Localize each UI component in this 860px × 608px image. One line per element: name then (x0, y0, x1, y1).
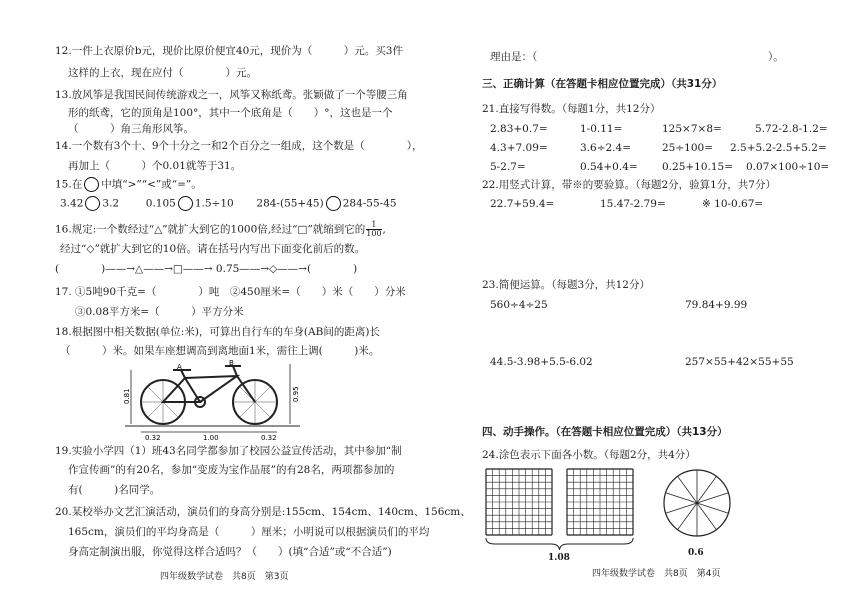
q15-line1: 15.在 中填“>”“<”或“=”。 (55, 178, 202, 191)
circle-ten-parts[interactable] (662, 468, 732, 538)
q21-r3c1: 5-2.7= (490, 161, 526, 173)
grid-brace (485, 536, 634, 552)
q21-r1c2: 1-0.11= (580, 123, 623, 135)
q17-line1: 17. ①5吨90千克=（ ）吨 ②450厘米=（ ）米（ ）分米 (55, 286, 406, 298)
q23-title: 23.简便运算。（每题3分，共12分） (482, 279, 650, 291)
q22-a: 22.7+59.4= (490, 198, 555, 210)
q21-title: 21.直接写得数。（每题1分，共12分） (482, 103, 661, 115)
compare-circle-icon (84, 177, 99, 192)
q24-title: 24.涂色表示下面各小数。（每题2分，共4分） (482, 449, 696, 461)
reason-line: 理由是：（ (490, 51, 538, 63)
width-mid-label: 1.00 (203, 434, 219, 442)
q21-r2c1: 4.3+7.09= (490, 142, 548, 154)
q23-d: 257×55+42×55+55 (685, 356, 794, 368)
bicycle-figure (125, 360, 300, 440)
circle-divider (678, 503, 697, 530)
section-4-heading: 四、动手操作。（在答题卡相应位置完成）（共13分） (482, 426, 728, 438)
q22-title: 22.用竖式计算，带※的要验算。（每题2分，验算1分，共7分） (482, 179, 776, 191)
q21-r2c3: 25÷100= (662, 142, 713, 154)
q12-line2: 这样的上衣，现在应付（ ）元。 (68, 67, 257, 79)
q22-b: 15.47-2.79= (600, 198, 666, 210)
q20-line2: 165cm，演员们的平均身高是（ ）厘米；小明说可以根据演员们的平均 (68, 526, 430, 538)
q21-r2c4: 2.5+5.2-2.5+5.2= (730, 142, 827, 154)
q13-line2: 形的纸鸢，它的顶角是100°，其中一个底角是（ ）°，这也是一个 (68, 107, 393, 119)
q21-r3c2: 0.54+0.4= (580, 161, 638, 173)
q13-line3: （ ）角三角形风筝。 (68, 123, 194, 135)
q21-r2c2: 3.6÷2.4= (580, 142, 631, 154)
circle-divider (666, 493, 697, 503)
q15-items: 3.42 3.2 0.105 1.5÷10 284-(55+45) 284-55-45 (60, 197, 397, 210)
q23-c: 44.5-3.98+5.5-6.02 (490, 356, 593, 368)
q21-r1c3: 125×7×8= (662, 123, 722, 135)
q12-line1: 12.一件上衣原价b元，现价比原价便宜40元，现价为（ ）元。买3件 (55, 45, 403, 57)
q17-line2: ③0.08平方米=（ ）平方分米 (75, 306, 244, 318)
page-footer-4: 四年级数学试卷 共8页 第4页 (592, 569, 721, 579)
hundred-grid-1[interactable] (485, 468, 553, 536)
q20-line1: 20.某校举办文艺汇演活动，演员们的身高分别是:155cm、154cm、140cm、156cm、 (55, 506, 471, 518)
q21-r3c3: 0.25+10.15= (662, 161, 734, 173)
compare-circle-icon[interactable] (326, 196, 341, 211)
q20-line3: 身高定制演出服，你觉得这样合适吗？（ ）(填“合适”或“不合适”) (68, 546, 392, 558)
reason-line-end: ）。 (768, 51, 784, 63)
width-right-label: 0.32 (261, 434, 277, 442)
q21-r1c1: 2.83+0.7= (490, 123, 548, 135)
circle-divider (697, 503, 728, 513)
circle-divider (697, 493, 728, 503)
hundred-grid-2[interactable] (566, 468, 634, 536)
q18-line2: （ ）米。如果车座想调高到离地面1米，需往上调( )米。 (60, 345, 380, 357)
q16-chain: ( )——→△——→□——→ 0.75——→◇——→( ) (55, 263, 358, 275)
circle-divider (697, 503, 716, 530)
q21-r3c4: 0.07×100÷10= (746, 161, 830, 173)
q21-r1c4: 5.72-2.8-1.2= (755, 123, 828, 135)
q16-line1: 16.规定:一个数经过“△”就扩大到它的1000倍,经过“□”就缩到它的 $\frac{1}{100}$ , (55, 220, 386, 238)
circle-divider (697, 476, 716, 503)
page-footer-3: 四年级数学试卷 共8页 第3页 (160, 572, 289, 582)
circle-divider (678, 476, 697, 503)
q13-line1: 13.放风筝是我国民间传统游戏之一，风筝又称纸鸢。张颖做了一个等腰三角 (55, 89, 408, 101)
q18-line1: 18.根据图中相关数据(单位:米)，可算出自行车的车身(AB间的距离)长 (55, 326, 380, 338)
q14-line2: 再加上（ ）个0.01就等于31。 (68, 160, 242, 172)
q23-a: 560÷4÷25 (490, 299, 548, 311)
exam-page-4 (430, 0, 860, 608)
right-height-label: 0.95 (292, 386, 300, 402)
grid-label-1-08: 1.08 (548, 553, 570, 563)
point-a-label: A (177, 363, 182, 371)
compare-circle-icon[interactable] (178, 196, 193, 211)
circle-label-0-6: 0.6 (688, 548, 704, 558)
q22-c: ※ 10-0.67= (702, 198, 764, 210)
q19-line3: 有( )名同学。 (68, 484, 161, 496)
q19-line1: 19.实验小学四（1）班43名同学都参加了校园公益宣传活动，其中参加“制 (55, 445, 402, 457)
q16-line2: 经过“◇”就扩大到它的10倍。请在括号内写出下面变化前后的数。 (60, 243, 366, 255)
width-left-label: 0.32 (145, 434, 161, 442)
left-height-label: 0.81 (123, 388, 131, 404)
section-3-heading: 三、正确计算（在答题卡相应位置完成）（共31分） (482, 78, 723, 90)
circle-divider (666, 503, 697, 513)
compare-circle-icon[interactable] (85, 196, 100, 211)
point-b-label: B (229, 359, 234, 367)
q23-b: 79.84+9.99 (685, 299, 748, 311)
q14-line1: 14.一个数有3个十、9个十分之一和2个百分之一组成，这个数是（ ）， (55, 140, 423, 152)
q19-line2: 作宣传画”的有20名，参加“变废为宝作品展”的有28名，两项都参加的 (68, 464, 395, 476)
